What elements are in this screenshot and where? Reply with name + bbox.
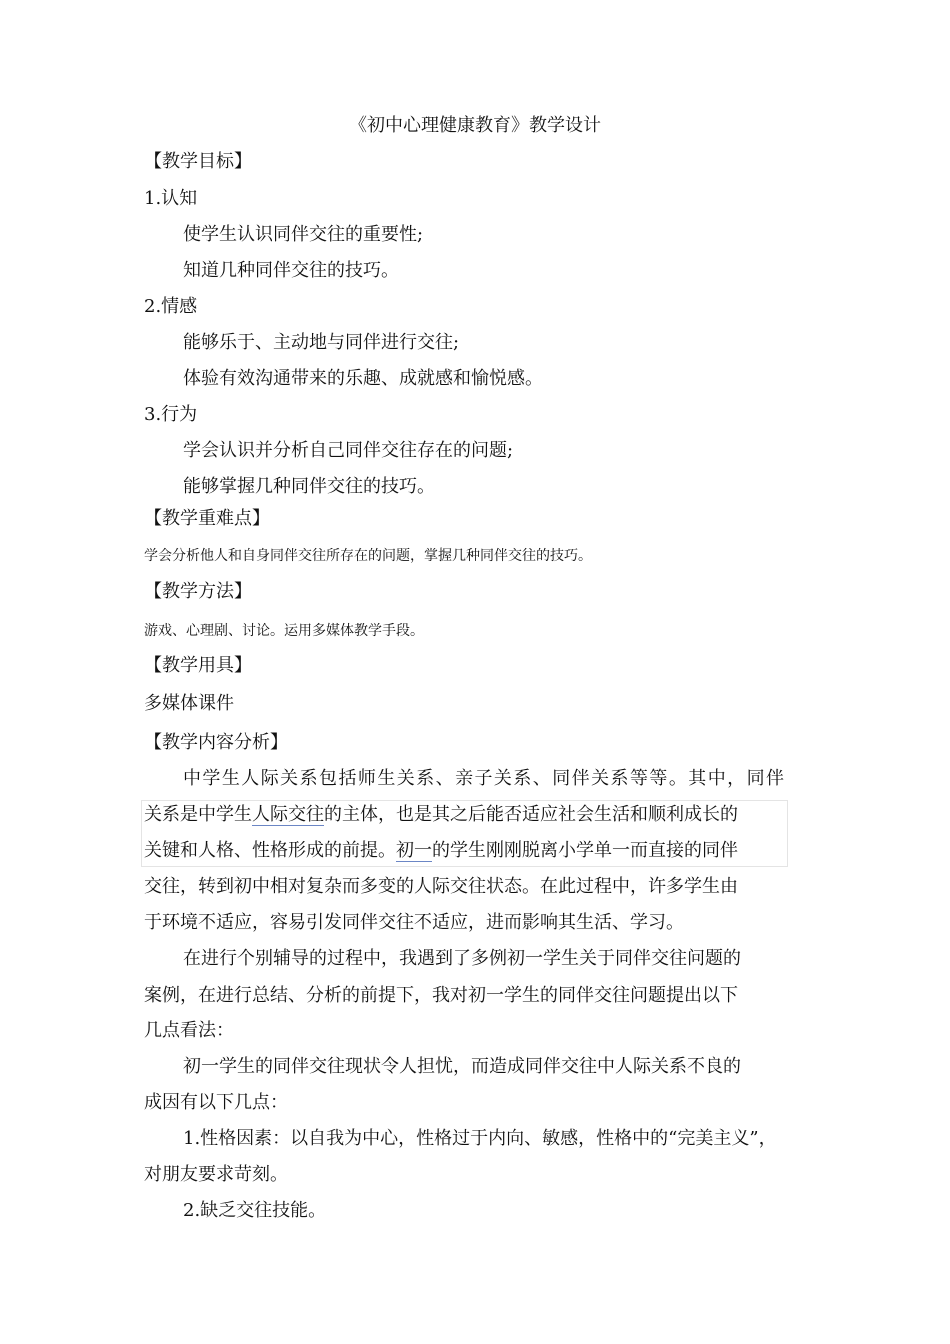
underlined-term-interpersonal: 人际交往 <box>252 804 324 825</box>
goal2-heading: 2.情感 <box>144 296 198 317</box>
p1-line3-part-c: 的学生刚刚脱离小学单一而直接的同伴 <box>432 840 738 861</box>
goal1-item1: 使学生认识同伴交往的重要性; <box>183 224 424 245</box>
tools-text: 多媒体课件 <box>144 693 234 714</box>
analysis-p4-line2: 对朋友要求苛刻。 <box>144 1164 288 1185</box>
goal1-item2: 知道几种同伴交往的技巧。 <box>183 260 399 281</box>
goals-heading: 【教学目标】 <box>144 151 252 172</box>
analysis-p4-line1: 1.性格因素：以自我为中心，性格过于内向、敏感，性格中的“完美主义”， <box>183 1128 777 1149</box>
p1-line3-part-a: 关键和人格、性格形成的前提。 <box>144 840 396 861</box>
analysis-p1-line1: 中学生人际关系包括师生关系、亲子关系、同伴关系等等。其中，同伴 <box>183 768 784 789</box>
p1-line2-part-a: 关系是中学生 <box>144 804 252 825</box>
goal1-heading: 1.认知 <box>144 188 198 209</box>
keypoints-heading: 【教学重难点】 <box>144 508 270 529</box>
tools-heading: 【教学用具】 <box>144 655 252 676</box>
goal3-item2: 能够掌握几种同伴交往的技巧。 <box>183 476 435 497</box>
goal3-heading: 3.行为 <box>144 404 198 425</box>
p1-line2-part-c: 的主体，也是其之后能否适应社会生活和顺利成长的 <box>324 804 738 825</box>
methods-heading: 【教学方法】 <box>144 581 252 602</box>
goal3-item1: 学会认识并分析自己同伴交往存在的问题; <box>183 440 514 461</box>
goal2-item2: 体验有效沟通带来的乐趣、成就感和愉悦感。 <box>183 368 543 389</box>
analysis-p2-line2: 案例，在进行总结、分析的前提下，我对初一学生的同伴交往问题提出以下 <box>144 985 738 1006</box>
analysis-p2-line3: 几点看法： <box>144 1020 234 1041</box>
analysis-p3-line2: 成因有以下几点： <box>144 1092 288 1113</box>
keypoints-text: 学会分析他人和自身同伴交往所存在的问题，掌握几种同伴交往的技巧。 <box>144 548 592 564</box>
analysis-p5-line1: 2.缺乏交往技能。 <box>183 1200 327 1221</box>
methods-text: 游戏、心理剧、讨论。运用多媒体教学手段。 <box>144 623 424 639</box>
analysis-heading: 【教学内容分析】 <box>144 732 288 753</box>
analysis-p3-line1: 初一学生的同伴交往现状令人担忧，而造成同伴交往中人际关系不良的 <box>183 1056 741 1077</box>
analysis-p1-line4: 交往，转到初中相对复杂而多变的人际交往状态。在此过程中，许多学生由 <box>144 876 738 897</box>
document-title: 《初中心理健康教育》教学设计 <box>349 115 601 136</box>
underlined-term-grade7: 初一 <box>396 840 432 861</box>
analysis-p1-line5: 于环境不适应，容易引发同伴交往不适应，进而影响其生活、学习。 <box>144 912 684 933</box>
goal2-item1: 能够乐于、主动地与同伴进行交往; <box>183 332 460 353</box>
analysis-p1-line3 <box>144 840 784 862</box>
analysis-p2-line1: 在进行个别辅导的过程中，我遇到了多例初一学生关于同伴交往问题的 <box>183 948 741 969</box>
analysis-p1-line2 <box>144 804 784 826</box>
